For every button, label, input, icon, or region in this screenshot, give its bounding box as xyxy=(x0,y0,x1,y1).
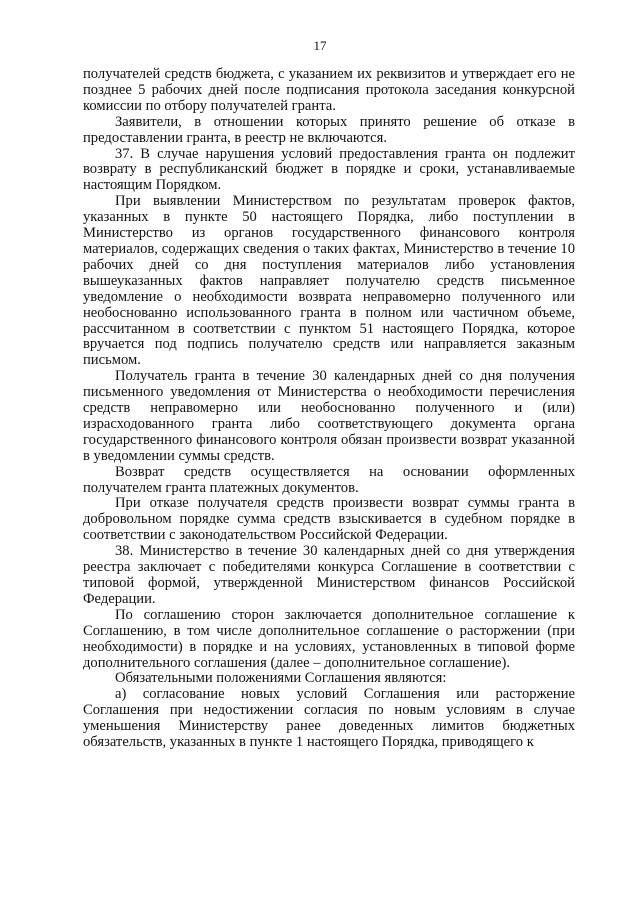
paragraph: получателей средств бюджета, с указанием их реквизитов и утверждает его не позднее 5 рабочих дней после подписания протокола заседания конкурсной комиссии по отбору получателей гранта. xyxy=(83,66,575,114)
paragraph: 37. В случае нарушения условий предоставления гранта он подлежит возврату в республиканский бюджет в порядке и сроки, устанавливаемые настоящим Порядком. xyxy=(83,145,575,194)
paragraph: При выявлении Министерством по результатам проверок фактов, указанных в пункте 50 настоящего Порядка, либо поступлении в Министерство из органов государственного финансового контроля материалов, содержащих сведения о таких фактах, Министерство в течение 10 рабочих дней со дня поступления материалов либо установления вышеуказанных фактов направляет получателю средств письменное уведомление о необходимости возврата неправомерно полученного или необоснованно использованного гранта в полном или частичном объеме, рассчитанном в соответствии с пунктом 51 настоящего Порядка, которое вручается под подпись получателю средств или направляется заказным письмом. xyxy=(83,193,575,369)
paragraph: Получатель гранта в течение 30 календарных дней со дня получения письменного уведомления от Министерства о необходимости перечисления средств неправомерно или необоснованно полученного и (или) израсходованного гранта либо соответствующего документа органа государственного финансового контроля обязан произвести возврат указанной в уведомлении суммы средств. xyxy=(83,368,575,464)
page-number: 17 xyxy=(313,38,327,53)
paragraph: Обязательными положениями Соглашения являются: xyxy=(115,670,447,687)
document-body xyxy=(83,67,575,751)
paragraph: Возврат средств осуществляется на основании оформленных получателем гранта платежных документов. xyxy=(83,463,575,496)
paragraph: При отказе получателя средств произвести возврат суммы гранта в добровольном порядке сумма средств взыскивается в судебном порядке в соответствии с законодательством Российской Федерации. xyxy=(83,495,575,544)
paragraph: 38. Министерство в течение 30 календарных дней со дня утверждения реестра заключает с победителями конкурса Соглашение в соответствии с типовой формой, утвержденной Министерством финансов Российской Федерации. xyxy=(83,543,575,607)
paragraph: а) согласование новых условий Соглашения или расторжение Соглашения при недостижении согласия по новым условиям в случае уменьшения Министерству ранее доведенных лимитов бюджетных обязательств, указанных в пункте 1 настоящего Порядка, приводящего к xyxy=(83,686,575,751)
paragraph: По соглашению сторон заключается дополнительное соглашение к Соглашению, в том числе дополнительное соглашение о расторжении (при необходимости) в порядке и на условиях, установленных в типовой форме дополнительного соглашения (далее – дополнительное соглашение). xyxy=(83,606,575,671)
paragraph: Заявители, в отношении которых принято решение об отказе в предоставлении гранта, в реестр не включаются. xyxy=(83,113,575,146)
